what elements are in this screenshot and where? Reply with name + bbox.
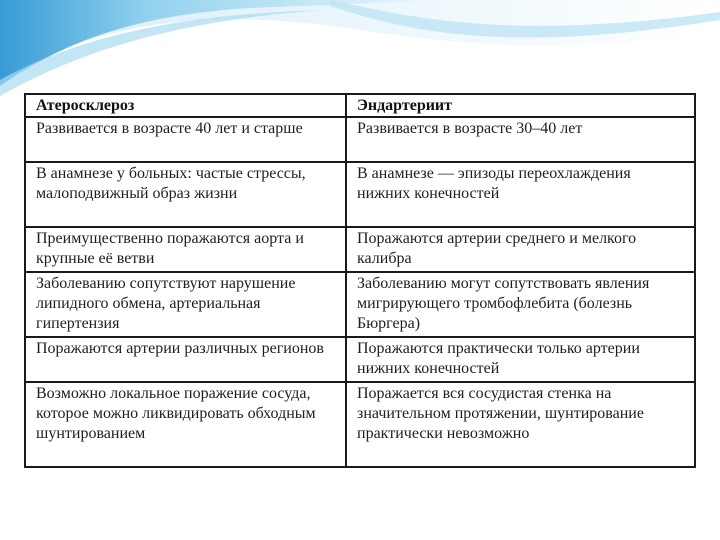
comparison-table-container [24,93,694,468]
table-cell: Развивается в возрасте 30–40 лет [346,117,695,162]
table-cell: В анамнезе у больных: частые стрессы, малоподвижный образ жизни [25,162,346,227]
table-cell: Поражается вся сосудистая стенка на значительном протяжении, шунтирование практически невозможно [346,382,695,467]
table-row [25,382,695,467]
table-cell: Поражаются артерии различных регионов [25,337,346,382]
table-cell: Заболеванию могут сопутствовать явления мигрирующего тромбофлебита (болезнь Бюргера) [346,272,695,337]
table-cell: Поражаются артерии среднего и мелкого калибра [346,227,695,272]
table-row [25,227,695,272]
table-cell: Заболеванию сопутствуют нарушение липидного обмена, артериальная гипертензия [25,272,346,337]
table-row [25,117,695,162]
table-row [25,272,695,337]
table-cell: Развивается в возрасте 40 лет и старше [25,117,346,162]
table-cell: Возможно локальное поражение сосуда, которое можно ликвидировать обходным шунтированием [25,382,346,467]
table-header-row [25,94,695,117]
table-row [25,337,695,382]
table-cell: Поражаются практически только артерии нижних конечностей [346,337,695,382]
header-atherosclerosis: Атеросклероз [25,94,346,117]
header-endarteritis: Эндартериит [346,94,695,117]
comparison-table [24,93,696,468]
table-cell: В анамнезе — эпизоды переохлаждения нижних конечностей [346,162,695,227]
table-row [25,162,695,227]
table-cell: Преимущественно поражаются аорта и крупные её ветви [25,227,346,272]
